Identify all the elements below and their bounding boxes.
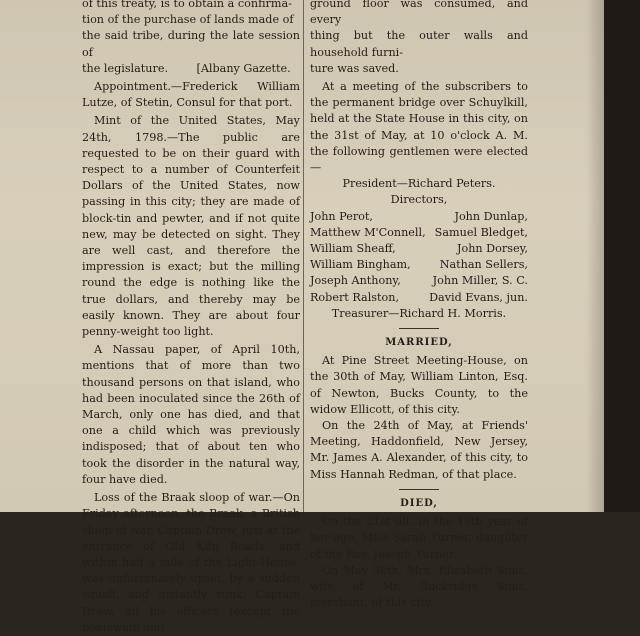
director-name: Samuel Bledget, (434, 225, 528, 239)
director-name: William Bingham, (310, 258, 411, 272)
director-row (310, 241, 528, 257)
president-line: President—Richard Peters. (342, 177, 496, 191)
director-name: Joseph Anthony, (310, 274, 401, 288)
director-row (310, 257, 528, 273)
director-name: John Miller, S. C. (432, 274, 528, 288)
director-name: John Dorsey, (457, 242, 528, 256)
intro-line: the legislature. [Albany Gazette. (82, 61, 291, 75)
director-name: Robert Ralston, (310, 290, 400, 304)
died-notice: On the 21st ult. in the 19th year of her age, Miss Sarah Turner, daughter of the Rev. Joseph Turner. (310, 515, 528, 561)
binding-shadow (604, 0, 640, 512)
director-row (310, 273, 528, 289)
director-name: David Evans, jun. (429, 290, 528, 304)
right-column (310, 0, 528, 611)
left-column (82, 0, 300, 636)
appointment-notice: Appointment.—Frederick William Lutze, of Stetin, Consul for that port. (82, 80, 300, 110)
married-notice: At Pine Street Meeting-House, on the 30th of May, William Linton, Esq. of Newton, Bucks County, to the widow Ellicott, of this city. (310, 354, 528, 416)
director-row (310, 209, 528, 225)
top-line: thing but the outer walls and household furni- (310, 29, 528, 59)
died-heading: DIED, (400, 497, 438, 509)
top-line: ground floor was consumed, and every (310, 0, 528, 27)
top-line: ture was saved. (310, 61, 399, 75)
intro-line: the said tribe, during the late session of (82, 29, 300, 59)
died-notice: On May 30th, Mrs. Elizabeth Sims, wife of Mr. Buckridge Sims, merchant, of this city. (310, 563, 528, 610)
braak-notice: Loss of the Braak sloop of war.—On Friday afternoon, the Braak, a British sloop of war, Captain Drew, just at the entrance of Old Kiln Roads, and within half a mile of the Light-House, was unfortunately upset, by a sudden squall, and instantly sunk; Captain Drew, all his officers (except the boatswain and (82, 491, 300, 634)
married-heading: MARRIED, (385, 337, 453, 349)
married-notice: On the 24th of May, at Friends' Meeting, Haddonfield, New Jersey, Mr. James A. Alexander, of this city, to Miss Hannah Redman, of that place. (310, 419, 528, 481)
director-name: Matthew M'Connell, (310, 225, 426, 239)
section-rule (399, 489, 439, 490)
director-name: John Perot, (310, 209, 373, 223)
directors-label: Directors, (390, 193, 448, 207)
director-name: William Sheaff, (310, 242, 396, 256)
treasurer-line: Treasurer—Richard H. Morris. (331, 306, 507, 320)
intro-line: of this treaty, is to obtain a confirma- (82, 0, 292, 10)
director-name: Nathan Sellers, (439, 258, 528, 272)
nassau-notice: A Nassau paper, of April 10th, mentions that of more than two thousand persons on that island, who had been inoculated since the 26th of March, only one has died, and that one a child which was previously indisposed; that of about ten who took the disorder in the natural way, four have died. (82, 343, 300, 486)
mint-notice: Mint of the United States, May 24th, 1798.—The public are requested to be on their guard with respect to a number of Counterfeit Dollars of the United States, now passing in this city; they are made of block-tin and pewter, and if not quite new, may be detected on sight. They are well cast, and therefore the impression is exact; but the milling round the edge is nothing like the true dollars, and thereby may be easily known. They are about four penny-weight too light. (82, 114, 300, 339)
director-row (310, 290, 528, 306)
intro-line: tion of the purchase of lands made of (82, 13, 294, 27)
bridge-meeting-notice: At a meeting of the subscribers to the permanent bridge over Schuylkill, held at the State House in this city, on the 31st of May, at 10 o'clock A. M. the following gentlemen were elected— (310, 80, 528, 175)
director-name: John Dunlap, (454, 209, 528, 223)
column-divider (303, 0, 304, 512)
director-row (310, 225, 528, 241)
section-rule (399, 328, 439, 329)
